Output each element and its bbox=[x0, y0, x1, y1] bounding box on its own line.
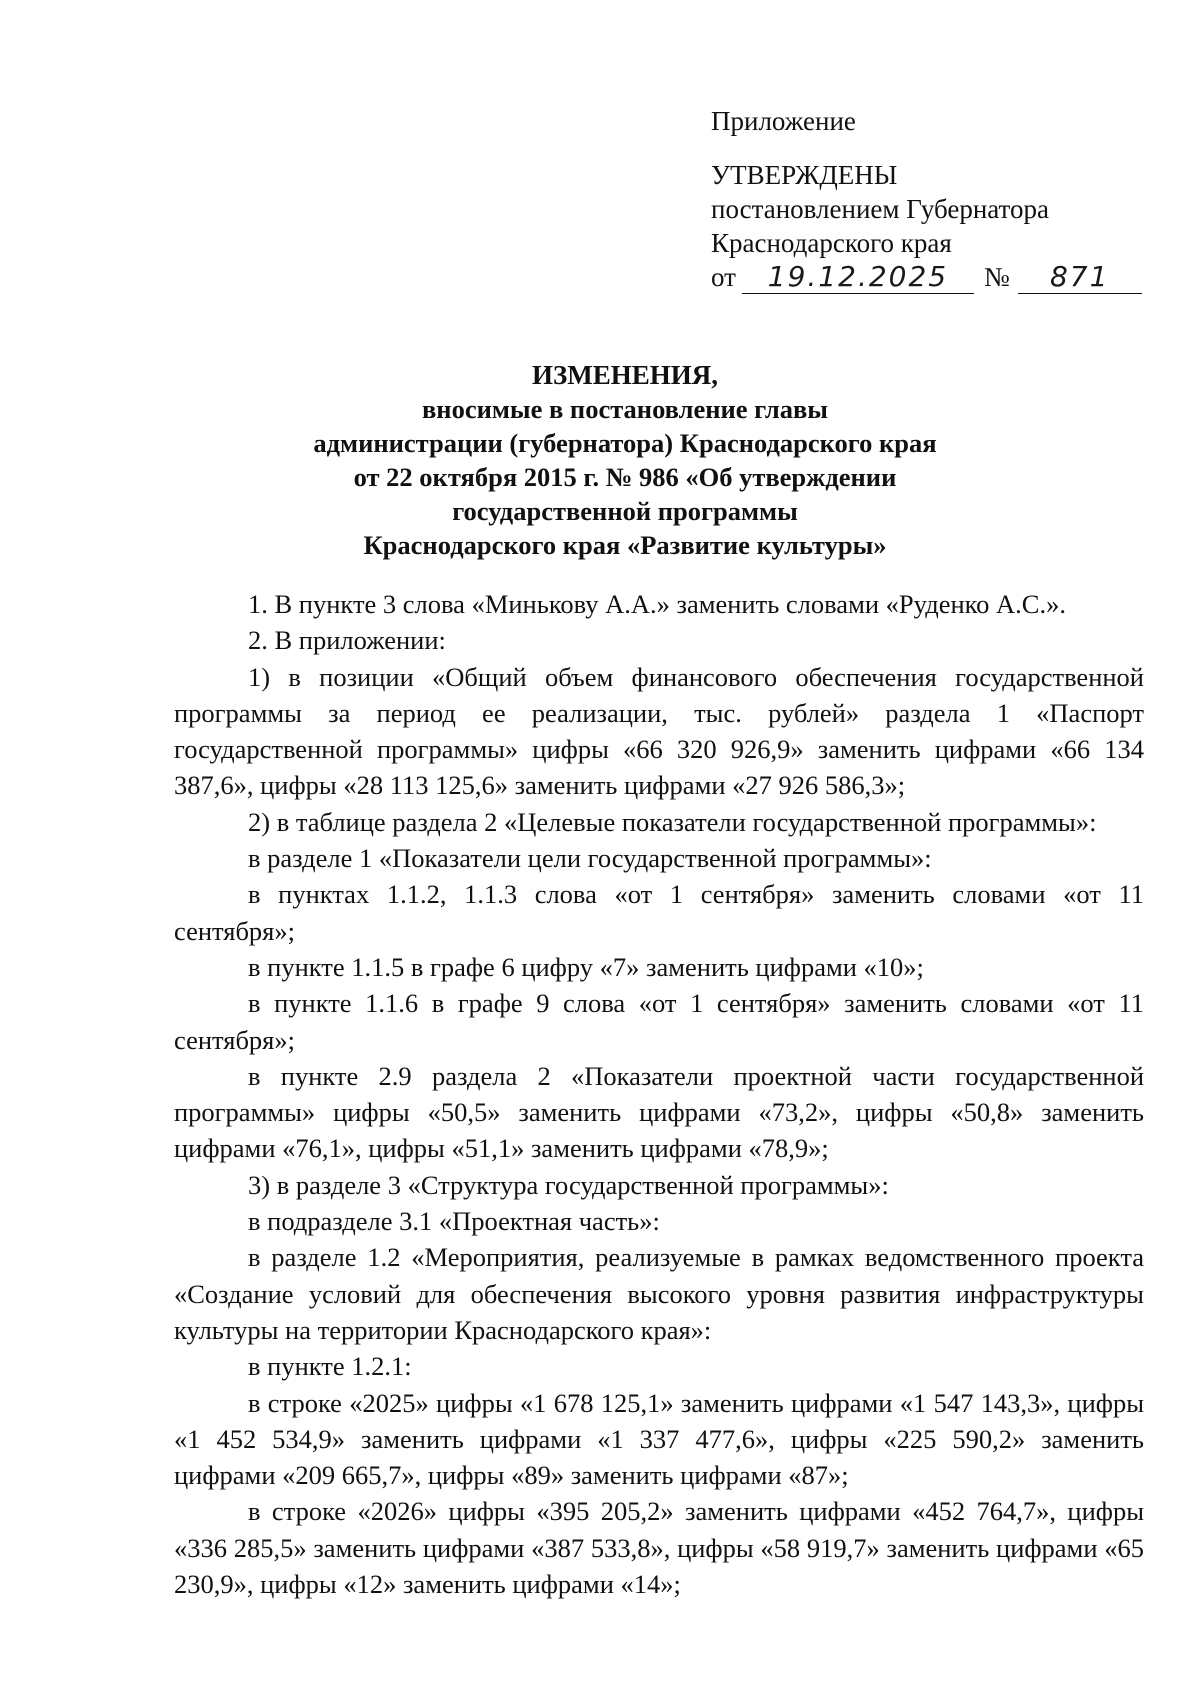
spacer bbox=[711, 138, 1142, 158]
number-label: № bbox=[983, 262, 1010, 292]
paragraph: в разделе 1.2 «Мероприятия, реализуемые в рамках ведомственного проекта «Создание условий для обеспечения высокого уровня развития инфраструктуры культуры на территории Краснодарского края»: bbox=[174, 1242, 1144, 1345]
approval-block bbox=[711, 104, 1142, 294]
document-title bbox=[160, 358, 1090, 562]
title-line: вносимые в постановление главы bbox=[422, 394, 828, 424]
paragraph: в пункте 1.1.5 в графе 6 цифру «7» заменить цифрами «10»; bbox=[248, 951, 924, 982]
title-main: ИЗМЕНЕНИЯ, bbox=[531, 360, 718, 390]
approved-by-line-2: Краснодарского края bbox=[711, 228, 952, 258]
paragraph: в пункте 2.9 раздела 2 «Показатели проектной части государственной программы» цифры «50,5» заменить цифрами «73,2», цифры «50,8» заменить цифрами «76,1», цифры «51,1» заменить цифрами «78,9»; bbox=[174, 1060, 1144, 1164]
document-body bbox=[174, 586, 1144, 1602]
title-line: Краснодарского края «Развитие культуры» bbox=[363, 530, 887, 560]
paragraph: в строке «2026» цифры «395 205,2» заменить цифрами «452 764,7», цифры «336 285,5» заменить цифрами «387 533,8», цифры «58 919,7» заменить цифрами «65 230,9», цифры «12» заменить цифрами «14»; bbox=[174, 1496, 1144, 1600]
paragraph: 1. В пункте 3 слова «Минькову А.А.» заменить словами «Руденко А.С.». bbox=[248, 589, 1066, 619]
date-number-line bbox=[711, 260, 1142, 294]
from-label: от bbox=[711, 262, 736, 292]
approved-label: УТВЕРЖДЕНЫ bbox=[711, 160, 898, 190]
paragraph: 2. В приложении: bbox=[248, 625, 446, 656]
paragraph: в пункте 1.2.1: bbox=[248, 1351, 412, 1382]
handwritten-number: 871 bbox=[1018, 262, 1142, 294]
paragraph: в строке «2025» цифры «1 678 125,1» заменить цифрами «1 547 143,3», цифры «1 452 534,9» заменить цифрами «1 337 477,6», цифры «225 590,2» заменить цифрами «209 665,7», цифры «89» заменить цифрами «87»; bbox=[174, 1387, 1144, 1491]
title-line: государственной программы bbox=[452, 496, 798, 526]
paragraph: 2) в таблице раздела 2 «Целевые показатели государственной программы»: bbox=[248, 806, 1097, 837]
paragraph: в пунктах 1.1.2, 1.1.3 слова «от 1 сентября» заменить словами «от 11 сентября»; bbox=[174, 879, 1144, 946]
title-line: администрации (губернатора) Краснодарского края bbox=[313, 428, 937, 458]
paragraph: в разделе 1 «Показатели цели государственной программы»: bbox=[248, 843, 932, 874]
paragraph: 1) в позиции «Общий объем финансового обеспечения государственной программы за период ее реализации, тыс. рублей» раздела 1 «Паспорт государственной программы» цифры «66 320 926,9» заменить цифрами «66 134 387,6», цифры «28 113 125,6» заменить цифрами «27 926 586,3»; bbox=[174, 661, 1144, 801]
paragraph: в подразделе 3.1 «Проектная часть»: bbox=[248, 1206, 660, 1237]
handwritten-date: 19.12.2025 bbox=[742, 262, 974, 294]
approved-by-line-1: постановлением Губернатора bbox=[711, 194, 1049, 224]
paragraph: в пункте 1.1.6 в графе 9 слова «от 1 сентября» заменить словами «от 11 сентября»; bbox=[174, 988, 1144, 1055]
paragraph: 3) в разделе 3 «Структура государственной программы»: bbox=[248, 1169, 889, 1200]
appendix-label: Приложение bbox=[711, 106, 856, 136]
title-line: от 22 октября 2015 г. № 986 «Об утверждении bbox=[353, 462, 897, 492]
